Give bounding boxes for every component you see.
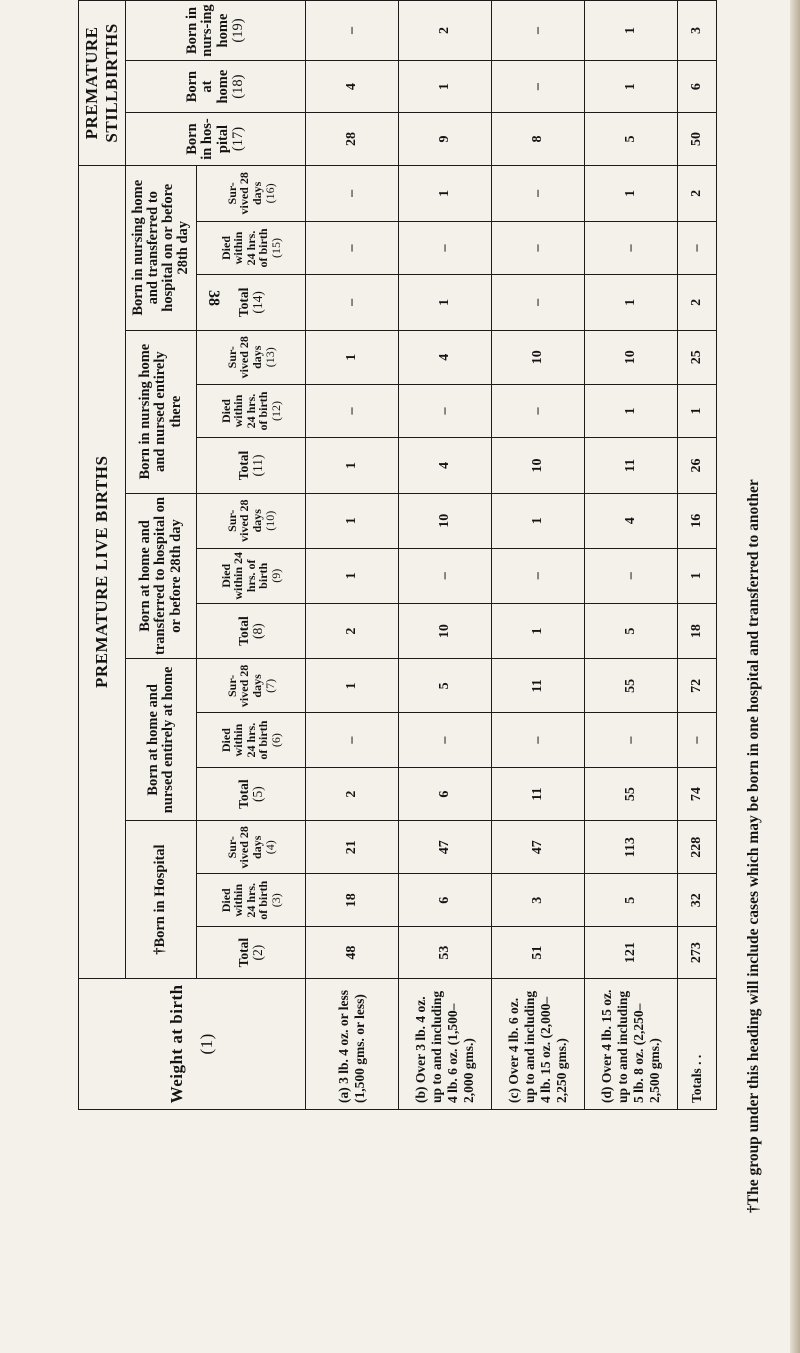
table-row <box>399 1 492 1110</box>
table-cell: – <box>492 713 585 767</box>
table-cell: – <box>306 221 399 274</box>
group-born-in-hospital: †Born in Hospital <box>126 821 197 978</box>
sub-header-died: Died within 24 hrs. of birth (6) <box>197 713 306 767</box>
table-cell: 32 <box>678 874 717 927</box>
table-cell: 21 <box>306 821 399 874</box>
table-cell: 11 <box>492 659 585 713</box>
weight-label: (a) 3 lb. 4 oz. or less (1,500 gms. or less) <box>306 978 399 1109</box>
table-cell: – <box>306 713 399 767</box>
table-cell: 4 <box>585 493 678 548</box>
table-cell: 16 <box>678 493 717 548</box>
group-nursing-home-nursed-there: Born in nursing home and nursed entirely there <box>126 330 197 493</box>
table-cell: 5 <box>585 113 678 166</box>
table-cell: 3 <box>492 874 585 927</box>
stillbirths-header: PREMATURE STILLBIRTHS <box>79 1 126 166</box>
table-cell: 1 <box>585 165 678 221</box>
sub-header-total: Total (5) <box>197 767 306 821</box>
table-cell: 11 <box>585 438 678 493</box>
weight-label: Totals . . <box>678 978 717 1109</box>
footnote: †The group under this heading will include cases which may be born in one hospital and transferred to another <box>745 479 762 1213</box>
table-cell: – <box>585 713 678 767</box>
table-cell: 4 <box>399 438 492 493</box>
table-body <box>306 1 717 1110</box>
table-cell: 2 <box>678 275 717 330</box>
table-cell: – <box>399 384 492 437</box>
sub-header-survived: Sur-vived 28 days (10) <box>197 493 306 548</box>
sub-header-total: Total (2) <box>197 927 306 978</box>
sub-header-survived: Sur-vived 28 days (16) <box>197 165 306 221</box>
table-cell: – <box>585 548 678 603</box>
table-cell: 1 <box>585 61 678 113</box>
sub-header-died: Died within 24 hrs. of birth (9) <box>197 548 306 603</box>
still-born-in-hospital-header: Born in hos-pital (17) <box>126 113 306 166</box>
sub-header-total: Total (11) <box>197 438 306 493</box>
table-row <box>678 1 717 1110</box>
table-cell: 1 <box>585 384 678 437</box>
table-cell: – <box>399 221 492 274</box>
table-cell: – <box>678 221 717 274</box>
table-cell: 47 <box>492 821 585 874</box>
table-cell: 47 <box>399 821 492 874</box>
table-row <box>492 1 585 1110</box>
table-cell: 55 <box>585 659 678 713</box>
table-cell: 1 <box>585 275 678 330</box>
table-cell: 53 <box>399 927 492 978</box>
table-cell: – <box>492 275 585 330</box>
table-cell: – <box>306 275 399 330</box>
table-cell: 1 <box>585 1 678 61</box>
table-cell: – <box>399 713 492 767</box>
table-cell: 1 <box>492 603 585 658</box>
page-number: 38 <box>205 290 222 306</box>
table-cell: 121 <box>585 927 678 978</box>
table-cell: 48 <box>306 927 399 978</box>
table-cell: – <box>399 548 492 603</box>
sub-header-total: Total (14) <box>197 275 306 330</box>
table-cell: 10 <box>492 330 585 384</box>
table-cell: 25 <box>678 330 717 384</box>
weight-column-header: Weight at birth (1) <box>79 978 306 1109</box>
table-cell: – <box>306 384 399 437</box>
table-cell: 4 <box>306 61 399 113</box>
table-cell: 1 <box>306 438 399 493</box>
table-cell: – <box>492 221 585 274</box>
table-cell: 3 <box>678 1 717 61</box>
weight-label: (d) Over 4 lb. 15 oz. up to and including 5 lb. 8 oz. (2,250–2,500 gms.) <box>585 978 678 1109</box>
table-cell: 1 <box>678 384 717 437</box>
table-cell: – <box>306 165 399 221</box>
table-cell: 50 <box>678 113 717 166</box>
table-cell: 2 <box>678 165 717 221</box>
sub-header-total: Total (8) <box>197 603 306 658</box>
table-cell: 9 <box>399 113 492 166</box>
table-cell: – <box>492 384 585 437</box>
table-cell: 10 <box>585 330 678 384</box>
table-cell: – <box>306 1 399 61</box>
table-cell: 10 <box>492 438 585 493</box>
sub-header-died: Died within 24 hrs. of birth (3) <box>197 874 306 927</box>
table-cell: – <box>492 165 585 221</box>
sub-header-survived: Sur-vived 28 days (4) <box>197 821 306 874</box>
table-cell: 11 <box>492 767 585 821</box>
table-cell: 18 <box>678 603 717 658</box>
table-cell: – <box>678 713 717 767</box>
group-born-home-transferred: Born at home and transferred to hospital on or before 28th day <box>126 493 197 659</box>
table-cell: – <box>492 61 585 113</box>
table-cell: 6 <box>678 61 717 113</box>
table-cell: 273 <box>678 927 717 978</box>
live-births-header: PREMATURE LIVE BIRTHS <box>79 165 126 978</box>
table-cell: 5 <box>585 874 678 927</box>
sub-header-died: Died within 24 hrs. of birth (15) <box>197 221 306 274</box>
table-cell: 6 <box>399 874 492 927</box>
weight-label: (b) Over 3 lb. 4 oz. up to and including 4 lb. 6 oz. (1,500–2,000 gms.) <box>399 978 492 1109</box>
table-row <box>585 1 678 1110</box>
group-nursing-home-transferred: Born in nursing home and transferred to hospital on or before 28th day <box>126 165 197 330</box>
table-cell: 1 <box>399 165 492 221</box>
table-cell: 55 <box>585 767 678 821</box>
table-cell: 1 <box>678 548 717 603</box>
table-cell: 26 <box>678 438 717 493</box>
table-cell: 1 <box>306 659 399 713</box>
table-cell: 10 <box>399 493 492 548</box>
table-cell: 2 <box>306 603 399 658</box>
table-cell: 1 <box>306 548 399 603</box>
weight-label: (c) Over 4 lb. 6 oz. up to and including 4 lb. 15 oz. (2,000–2,250 gms.) <box>492 978 585 1109</box>
sub-header-died: Died within 24 hrs. of birth (12) <box>197 384 306 437</box>
table-cell: 2 <box>306 767 399 821</box>
table-cell: 1 <box>306 330 399 384</box>
table-cell: 5 <box>585 603 678 658</box>
table-cell: – <box>585 221 678 274</box>
table-row <box>306 1 399 1110</box>
sub-header-survived: Sur-vived 28 days (7) <box>197 659 306 713</box>
table-cell: 2 <box>399 1 492 61</box>
still-born-nursing-home-header: Born in nurs-ing home (19) <box>126 1 306 61</box>
table-cell: 113 <box>585 821 678 874</box>
table-cell: 28 <box>306 113 399 166</box>
group-born-home-nursed-home: Born at home and nursed entirely at home <box>126 659 197 821</box>
table-cell: 74 <box>678 767 717 821</box>
table-cell: 10 <box>399 603 492 658</box>
table-cell: 51 <box>492 927 585 978</box>
table-cell: 6 <box>399 767 492 821</box>
table-cell: 1 <box>492 493 585 548</box>
sub-header-survived: Sur-vived 28 days (13) <box>197 330 306 384</box>
premature-births-table <box>78 0 717 1110</box>
table-cell: – <box>492 1 585 61</box>
table-cell: 1 <box>399 275 492 330</box>
table-cell: 72 <box>678 659 717 713</box>
still-born-at-home-header: Born at home (18) <box>126 61 306 113</box>
table-cell: 1 <box>306 493 399 548</box>
table-cell: 228 <box>678 821 717 874</box>
table-cell: – <box>492 548 585 603</box>
table-cell: 18 <box>306 874 399 927</box>
table-cell: 8 <box>492 113 585 166</box>
table-cell: 1 <box>399 61 492 113</box>
table-cell: 4 <box>399 330 492 384</box>
table-cell: 5 <box>399 659 492 713</box>
